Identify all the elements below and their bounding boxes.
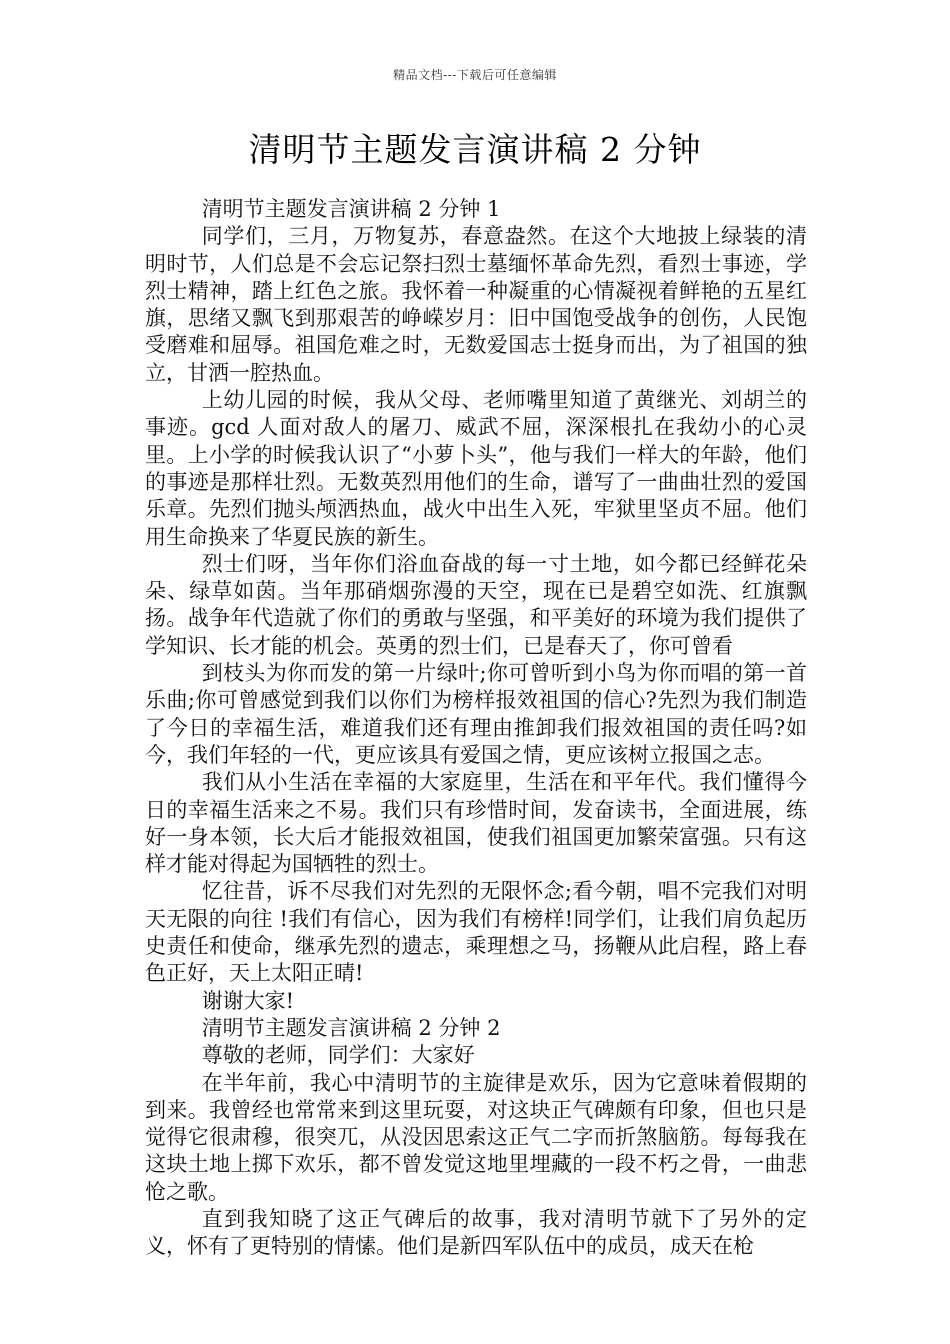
paragraph: 忆往昔，诉不尽我们对先烈的无限怀念;看今朝，唱不完我们对明天无限的向往 !我们有信心，因为我们有榜样!同学们，让我们肩负起历史责任和使命，继承先烈的遗志，乘理想之马，扬鞭从此启程，路上春色正好，天上太阳正晴! xyxy=(145,879,807,986)
paragraph: 在半年前，我心中清明节的主旋律是欢乐，因为它意味着假期的到来。我曾经也常常来到这里玩耍，对这块正气碑颇有印象，但也只是觉得它很肃穆，很突兀，从没因思索这正气二字而折煞脑筋。每每我在这块土地上掷下欢乐，都不曾发觉这地里埋藏的一段不朽之骨，一曲悲怆之歌。 xyxy=(145,1070,807,1204)
closing-line: 谢谢大家! xyxy=(201,988,295,1013)
paragraph: 我们从小生活在幸福的大家庭里，生活在和平年代。我们懂得今日的幸福生活来之不易。我们只有珍惜时间，发奋读书，全面进展，练好一身本领，长大后才能报效祖国，使我们祖国更加繁荣富强。只有这样才能对得起为国牺牲的烈士。 xyxy=(145,770,807,877)
speech-heading-1: 清明节主题发言演讲稿 2 分钟 1 xyxy=(201,197,501,221)
paragraph: 直到我知晓了这正气碑后的故事，我对清明节就下了另外的定义，怀有了更特别的情愫。他们是新四军队伍中的成员，成天在枪 xyxy=(145,1206,807,1259)
document-header-note: 精品文档---下载后可任意编辑 xyxy=(393,68,557,82)
paragraph: 烈士们呀，当年你们浴血奋战的每一寸土地，如今都已经鲜花朵朵、绿草如茵。当年那硝烟弥漫的天空，现在已是碧空如洗、红旗飘扬。战争年代造就了你们的勇敢与坚强，和平美好的环境为我们提供了学知识、长才能的机会。英勇的烈士们，已是春天了，你可曾看 xyxy=(145,551,807,658)
paragraph: 上幼儿园的时候，我从父母、老师嘴里知道了黄继光、刘胡兰的事迹。gcd 人面对敌人的屠刀、威武不屈，深深根扎在我幼小的心灵里。上小学的时候我认识了“小萝卜头”，他与我们一样大的年龄，他们的事迹是那样壮烈。无数英烈用他们的生命，谱写了一曲曲壮烈的爱国乐章。先烈们抛头颅洒热血，战火中出生入死，牢狱里坚贞不屈。他们用生命换来了华夏民族的新生。 xyxy=(145,388,807,549)
document-title: 清明节主题发言演讲稿 2 分钟 xyxy=(248,130,702,169)
paragraph: 同学们，三月，万物复苏，春意盎然。在这个大地披上绿装的清明时节，人们总是不会忘记祭扫烈士墓缅怀革命先烈，看烈士事迹，学烈士精神，踏上红色之旅。我怀着一种凝重的心情凝视着鲜艳的五星红旗，思绪又飘飞到那艰苦的峥嵘岁月：旧中国饱受战争的创伤，人民饱受磨难和屈辱。祖国危难之时，无数爱国志士挺身而出，为了祖国的独立，甘洒一腔热血。 xyxy=(145,224,807,385)
paragraph: 到枝头为你而发的第一片绿叶;你可曾听到小鸟为你而唱的第一首乐曲;你可曾感觉到我们以你们为榜样报效祖国的信心?先烈为我们制造了今日的幸福生活，难道我们还有理由推卸我们报效祖国的责任吗?如今，我们年轻的一代，更应该具有爱国之情，更应该树立报国之志。 xyxy=(145,661,807,767)
document-body xyxy=(145,196,807,1261)
salutation: 尊敬的老师，同学们：大家好 xyxy=(201,1043,475,1068)
speech-heading-2: 清明节主题发言演讲稿 2 分钟 2 xyxy=(201,1015,501,1040)
